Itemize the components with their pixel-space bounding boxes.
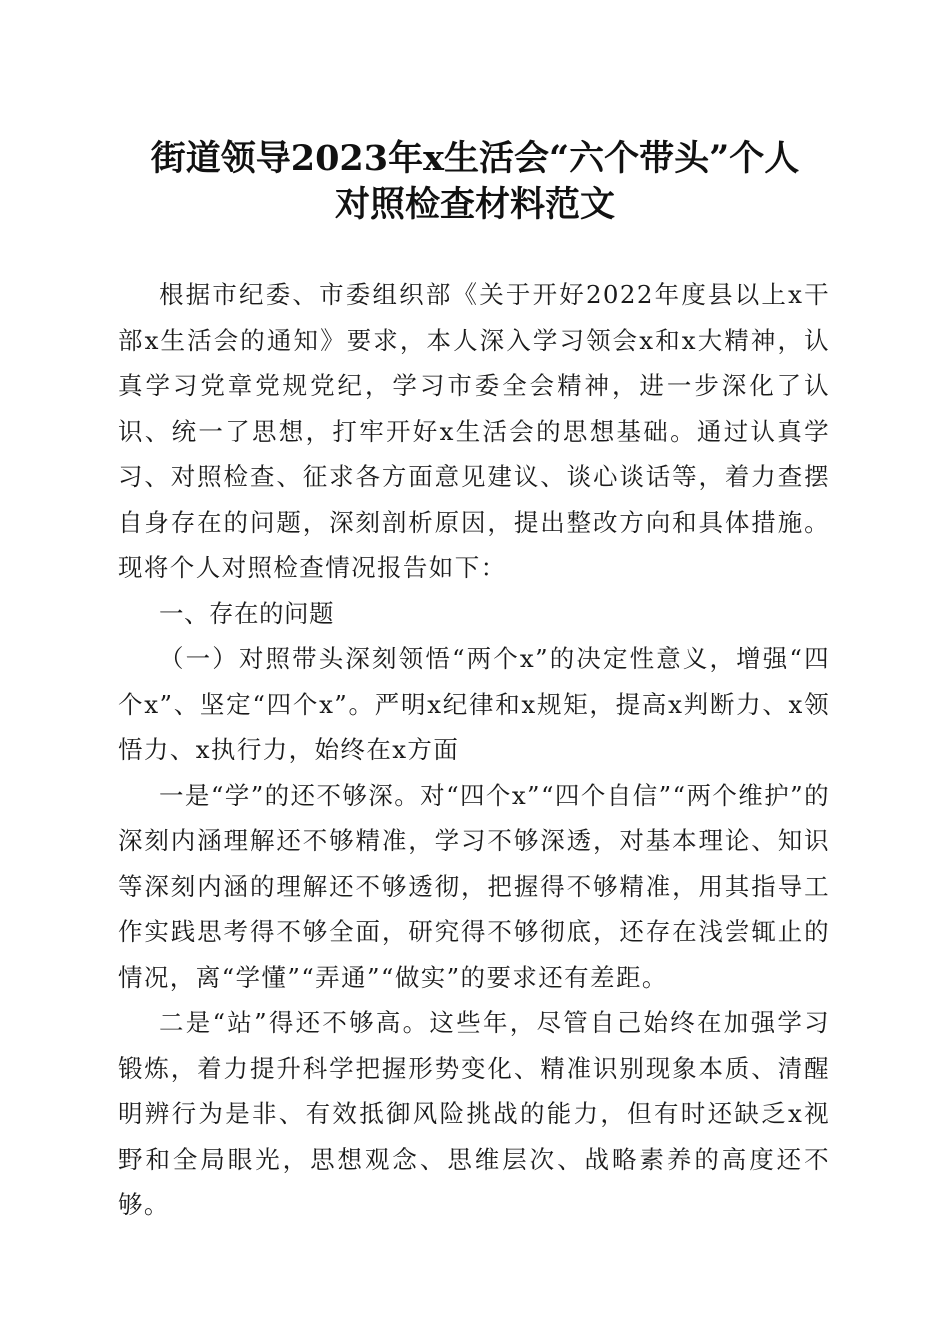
document-body <box>118 272 830 1228</box>
title-line-2: 对照检查材料范文 <box>334 184 615 225</box>
subsection-paragraph: （一）对照带头深刻领悟“两个x”的决定性意义，增强“四个x”、坚定“四个x”。严明x纪律和x规矩，提高x判断力、x领悟力、x执行力，始终在x方面 <box>118 644 830 764</box>
point-paragraph-1: 一是“学”的还不够深。对“四个x”“四个自信”“两个维护”的深刻内涵理解还不够精准，学习不够深透，对基本理论、知识等深刻内涵的理解还不够透彻，把握得不够精准，用其指导工作实践思考得不够全面，研究得不够彻底，还存在浅尝辄止的情况，离“学懂”“弄通”“做实”的要求还有差距。 <box>118 780 830 992</box>
title-line-1: 街道领导2023年x生活会“六个带头”个人 <box>150 138 800 179</box>
document-title <box>120 136 830 228</box>
point-paragraph-2: 二是“站”得还不够高。这些年，尽管自己始终在加强学习锻炼，着力提升科学把握形势变化、精准识别现象本质、清醒明辨行为是非、有效抵御风险挑战的能力，但有时还缺乏x视野和全局眼光，思想观念、思维层次、战略素养的高度还不够。 <box>118 1008 830 1219</box>
section-heading: 一、存在的问题 <box>159 598 334 628</box>
intro-paragraph: 根据市纪委、市委组织部《关于开好2022年度县以上x干部x生活会的通知》要求，本人深入学习领会x和x大精神，认真学习党章党规党纪，学习市委全会精神，进一步深化了认识、统一了思想，打牢开好x生活会的思想基础。通过认真学习、对照检查、征求各方面意见建议、谈心谈话等，着力查摆自身存在的问题，深刻剖析原因，提出整改方向和具体措施。现将个人对照检查情况报告如下： <box>118 280 830 582</box>
